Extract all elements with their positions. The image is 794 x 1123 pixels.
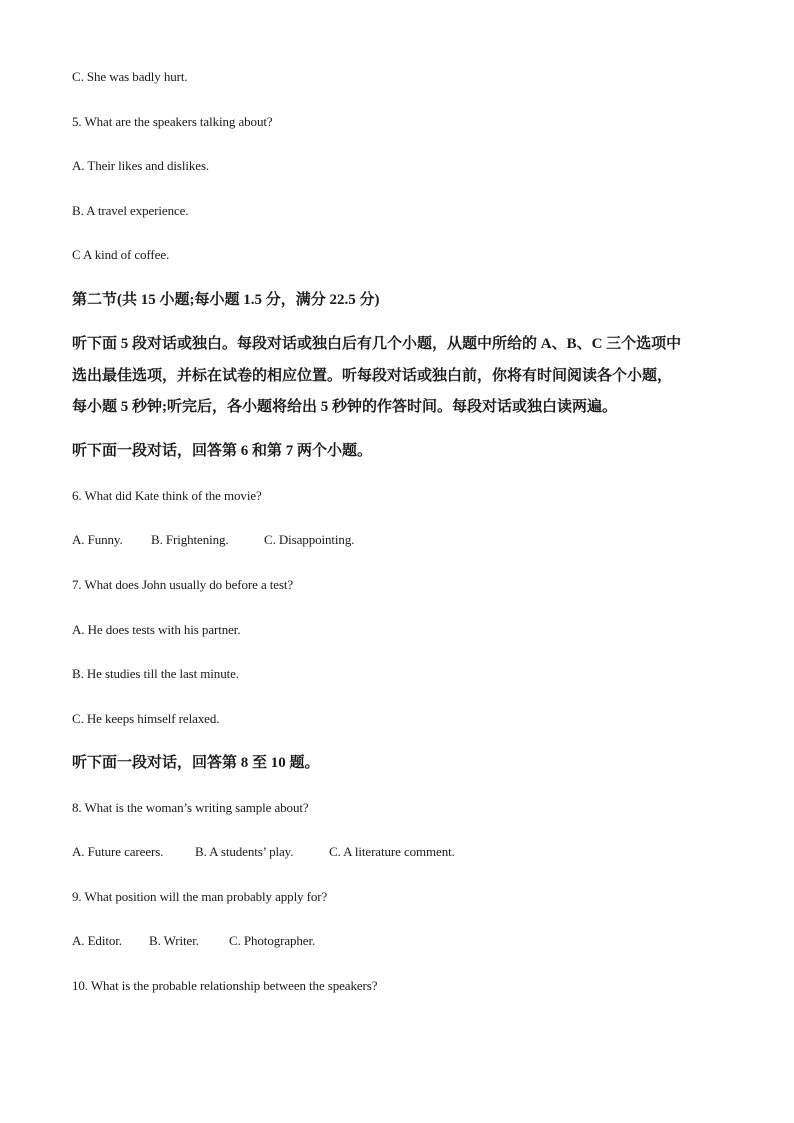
question-8: 8. What is the woman’s writing sample about? [72,800,309,815]
option-6b: B. Frightening. [151,532,229,547]
option-5a: A. Their likes and dislikes. [72,158,210,173]
option-8b: B. A students’ play. [195,844,294,859]
section-instructions-line-1: 听下面 5 段对话或独白。每段对话或独白后有几个小题，从题中所给的 A、B、C 三个选项中 [72,336,682,352]
question-10: 10. What is the probable relationship between the speakers? [72,978,378,993]
options-8 [72,844,455,860]
option-5b: B. A travel experience. [72,203,189,218]
question-9: 9. What position will the man probably apply for? [72,889,328,904]
question-6: 6. What did Kate think of the movie? [72,488,262,503]
option-7b: B. He studies till the last minute. [72,666,239,681]
question-7: 7. What does John usually do before a test? [72,577,294,592]
option-9c: C. Photographer. [229,933,316,948]
option-7c: C. He keeps himself relaxed. [72,711,220,726]
option-6a: A. Funny. [72,532,123,547]
group-1-heading: 听下面一段对话，回答第 6 和第 7 两个小题。 [72,443,373,459]
option-8c: C. A literature comment. [329,844,455,859]
option-9b: B. Writer. [149,933,199,948]
section-heading: 第二节(共 15 小题;每小题 1.5 分，满分 22.5 分) [72,292,380,308]
question-5: 5. What are the speakers talking about? [72,114,273,129]
section-instructions-line-3: 每小题 5 秒钟;听完后，各小题将给出 5 秒钟的作答时间。每段对话或独白读两遍。 [72,399,617,415]
option-6c: C. Disappointing. [264,532,355,547]
option-7a: A. He does tests with his partner. [72,622,241,637]
section-instructions-line-2: 选出最佳选项，并标在试卷的相应位置。听每段对话或独白前，你将有时间阅读各个小题， [72,368,673,384]
option-8a: A. Future careers. [72,844,164,859]
option-4c: C. She was badly hurt. [72,69,188,84]
group-2-heading: 听下面一段对话，回答第 8 至 10 题。 [72,755,320,771]
options-9 [72,933,315,949]
options-6 [72,532,354,548]
option-9a: A. Editor. [72,933,122,948]
option-5c: C A kind of coffee. [72,247,170,262]
